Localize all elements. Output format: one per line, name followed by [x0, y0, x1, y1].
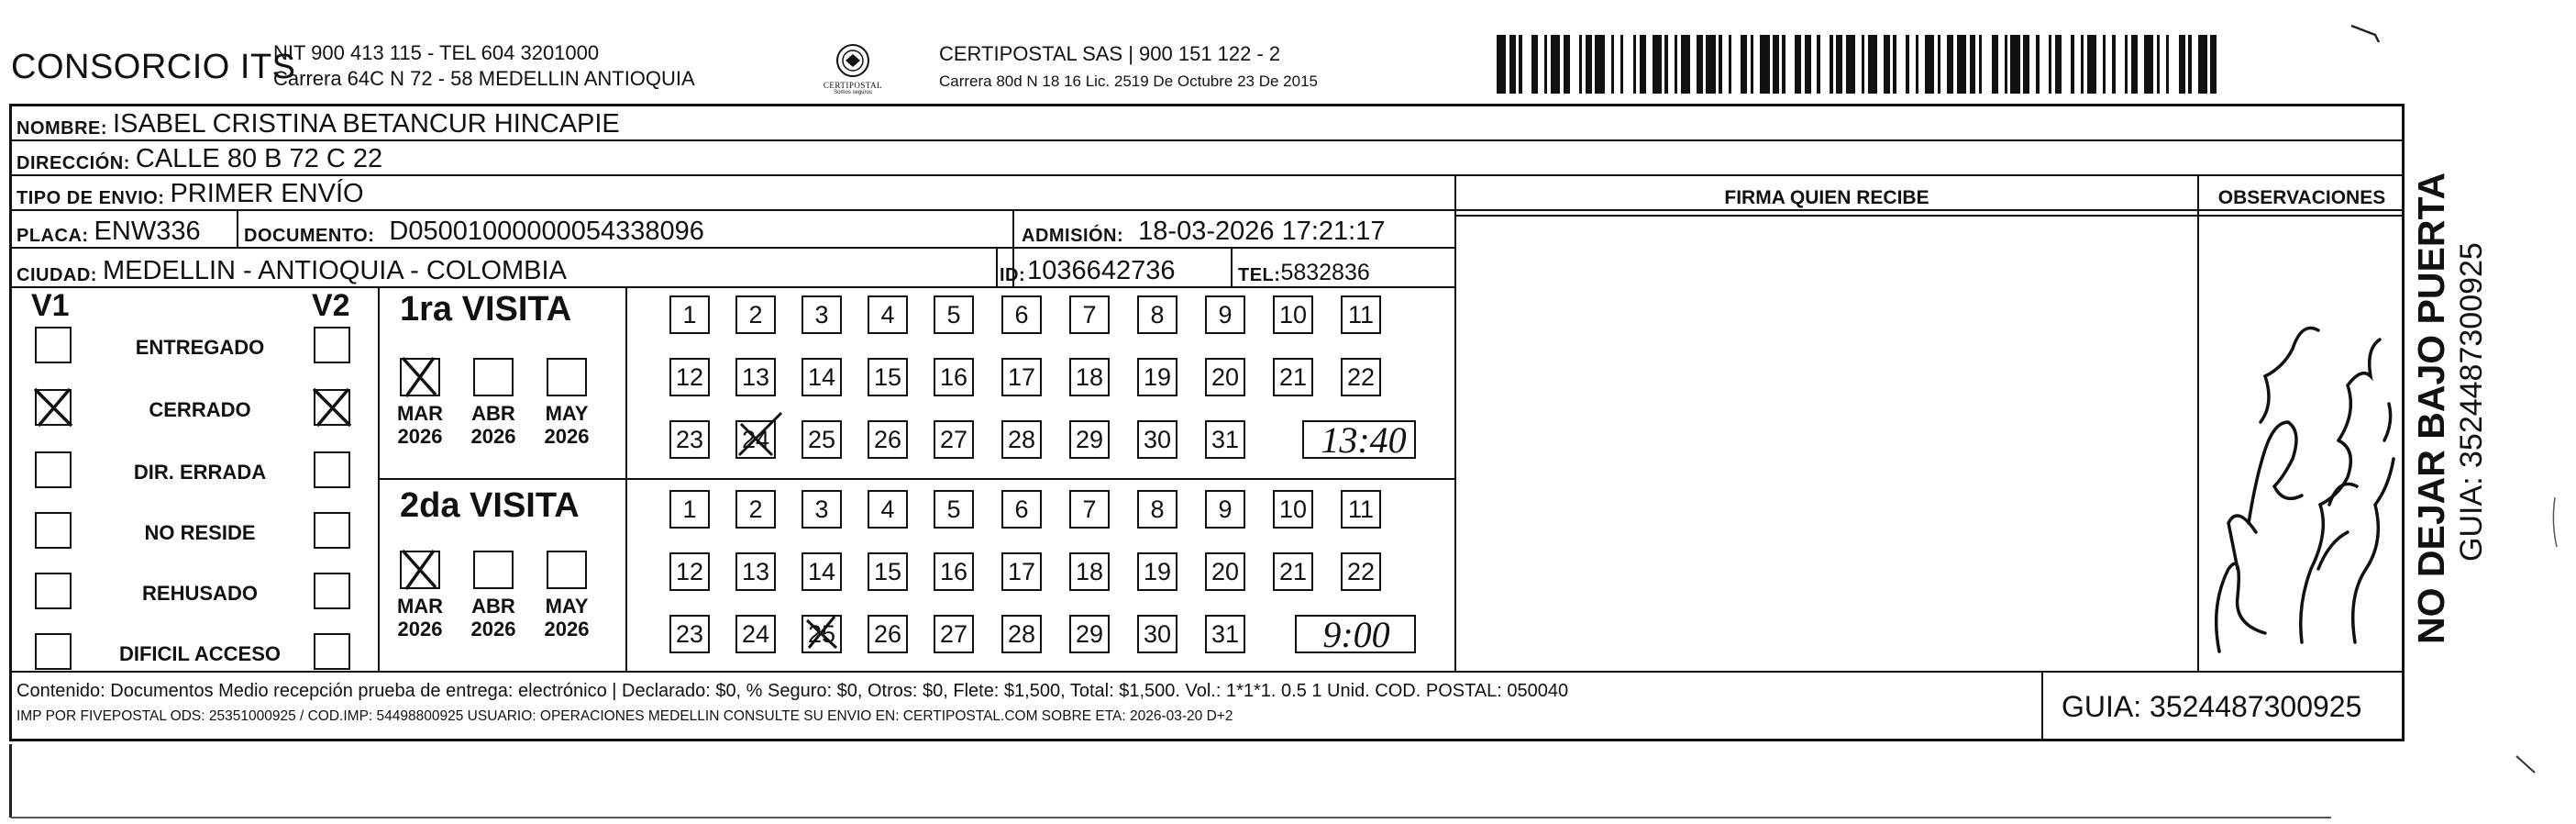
barcode-bar [2087, 35, 2096, 94]
v2-checkbox-5[interactable] [314, 633, 350, 670]
tipo-label: TIPO DE ENVIO: [17, 188, 165, 208]
day-box-1-23[interactable]: 23 [669, 420, 710, 459]
direccion-value: CALLE 80 B 72 C 22 [135, 144, 383, 173]
v2-checkbox-2[interactable] [314, 451, 350, 488]
admision-value: 18-03-2026 17:21:17 [1138, 217, 1386, 246]
barcode-bar [1896, 35, 1906, 94]
status-label: DIR. ERRADA [133, 461, 267, 484]
day-cross-mark-icon [730, 407, 785, 462]
logo-icon [833, 40, 873, 81]
month-box-1-abr[interactable] [473, 358, 514, 396]
day-box-1-6[interactable]: 6 [1001, 295, 1042, 334]
barcode-bar [1497, 35, 1506, 94]
first-visit-title: 1ra VISITA [400, 290, 572, 328]
tel-value: 5832836 [1280, 260, 1370, 285]
logo-text: CERTIPOSTAL [823, 81, 883, 90]
barcode [1497, 35, 2225, 94]
month-name: MAY [545, 595, 589, 618]
footer-contenido: Contenido: Documentos Medio recepción prueba de entrega: electrónico | Declarado: $0, % Seguro: $0, Otros: $0, Flete: $1,500, Total: $1,500. Vol.: 1*1*1. 0.5 1 Unid. COD. POSTAL: 050040 [17, 681, 1569, 701]
barcode-bar [1690, 35, 1697, 94]
month-name: MAY [545, 402, 589, 425]
barcode-bar [2131, 35, 2138, 94]
barcode-bar [1773, 35, 1779, 94]
barcode-bar [1982, 35, 1991, 94]
second-visit-title: 2da VISITA [400, 486, 580, 525]
ciudad-value: MEDELLIN - ANTIOQUIA - COLOMBIA [102, 256, 567, 285]
day-box-1-26[interactable]: 26 [868, 420, 908, 459]
admision-row [1022, 210, 1385, 247]
edge-line [9, 744, 12, 818]
observaciones-header: OBSERVACIONES [2217, 187, 2386, 208]
barcode-bar [1522, 35, 1531, 94]
day-box-2-4[interactable]: 4 [868, 490, 908, 529]
barcode-bar [2144, 35, 2153, 94]
day-box-1-20[interactable]: 20 [1205, 358, 1245, 396]
company-address: Carrera 64C N 72 - 58 MEDELLIN ANTIOQUIA [273, 67, 695, 90]
admision-label: ADMISIÓN: [1022, 226, 1124, 246]
month-label [466, 595, 521, 640]
day-box-2-11[interactable]: 11 [1341, 490, 1381, 529]
firma-header: FIRMA QUIEN RECIBE [1724, 187, 1929, 208]
barcode-bar [2210, 35, 2217, 94]
company-info [273, 40, 695, 92]
stray-mark [2348, 20, 2384, 48]
stray-mark-side [2549, 496, 2568, 551]
day-box-1-17[interactable]: 17 [1001, 358, 1042, 396]
barcode-bar [1925, 35, 1934, 94]
tel-row [1238, 248, 1370, 286]
barcode-bar [1706, 35, 1715, 94]
barcode-bar [1877, 35, 1884, 94]
day-box-2-19[interactable]: 19 [1137, 552, 1177, 591]
day-box-2-8[interactable]: 8 [1137, 490, 1177, 529]
barcode-bar [1855, 35, 1862, 94]
month-label [392, 595, 448, 640]
barcode-bar [1940, 35, 1947, 94]
handwritten-time-1: 13:40 [1321, 419, 1407, 461]
barcode-bar [1551, 35, 1560, 94]
v2-checkbox-4[interactable] [314, 573, 350, 609]
month-label [539, 595, 594, 640]
barcode-bar [1681, 35, 1690, 94]
barcode-bar [2062, 35, 2071, 94]
day-box-2-28[interactable]: 28 [1001, 615, 1042, 653]
day-box-2-25[interactable]: 25 [802, 615, 842, 653]
v1-checkbox-5[interactable] [35, 633, 72, 670]
direccion-label: DIRECCIÓN: [17, 153, 130, 173]
month-box-2-may[interactable] [547, 551, 587, 589]
barcode-bar [1795, 35, 1801, 94]
month-year: 2026 [470, 618, 516, 640]
company-nit: NIT 900 413 115 - TEL 604 3201000 [273, 41, 600, 64]
barcode-bar [1884, 35, 1890, 94]
nombre-row [17, 105, 620, 139]
day-box-2-26[interactable]: 26 [868, 615, 908, 653]
barcode-bar [2055, 35, 2062, 94]
barcode-bar [1640, 35, 1646, 94]
day-box-2-12[interactable]: 12 [669, 552, 710, 591]
month-name: MAR [396, 595, 444, 618]
nombre-label: NOMBRE: [17, 118, 108, 139]
barcode-bar [2217, 35, 2223, 94]
barcode-bar [1786, 35, 1795, 94]
barcode-bar [1722, 35, 1729, 94]
barcode-bar [1731, 35, 1741, 94]
barcode-bar [2074, 35, 2081, 94]
barcode-bar [2169, 35, 2178, 94]
barcode-bar [2023, 35, 2029, 94]
check-mark-icon [29, 384, 77, 431]
status-label: ENTREGADO [135, 336, 265, 359]
month-year: 2026 [470, 425, 516, 448]
footer-imp: IMP POR FIVEPOSTAL ODS: 25351000925 / COD.IMP: 54498800925 USUARIO: OPERACIONES MEDELLIN CONSULTE SU ENVIO EN: CERTIPOSTAL.COM SOBRE ETA: 2026-03-20 D+2 [17, 708, 1233, 724]
barcode-bar [1753, 35, 1760, 94]
stray-mark-bottom [2513, 752, 2540, 780]
barcode-bar [1811, 35, 1818, 94]
day-box-2-5[interactable]: 5 [934, 490, 974, 529]
certipostal-info [939, 40, 1318, 95]
day-box-2-2[interactable]: 2 [735, 490, 776, 529]
day-box-1-19[interactable]: 19 [1137, 358, 1177, 396]
barcode-bar [2179, 35, 2185, 94]
v1-checkbox-0[interactable] [35, 327, 72, 363]
month-year: 2026 [397, 425, 443, 448]
v2-header: V2 [312, 288, 350, 323]
status-label: REHUSADO [142, 582, 258, 605]
day-box-1-14[interactable]: 14 [802, 358, 842, 396]
day-box-1-10[interactable]: 10 [1273, 295, 1313, 334]
tipo-value: PRIMER ENVÍO [170, 179, 364, 208]
guia-number: GUIA: 3524487300925 [2062, 690, 2362, 723]
barcode-bar [1595, 35, 1604, 94]
day-box-1-1[interactable]: 1 [669, 295, 710, 334]
handwritten-signature [2201, 294, 2403, 665]
day-box-1-27[interactable]: 27 [934, 420, 974, 459]
bottom-edge [11, 817, 2331, 818]
barcode-bar [2116, 35, 2125, 94]
v1-checkbox-3[interactable] [35, 512, 72, 549]
day-box-2-13[interactable]: 13 [735, 552, 776, 591]
barcode-bar [1970, 35, 1976, 94]
day-box-2-21[interactable]: 21 [1273, 552, 1313, 591]
day-box-1-11[interactable]: 11 [1341, 295, 1381, 334]
check-mark-icon [308, 384, 356, 431]
month-year: 2026 [544, 618, 590, 640]
direccion-row [17, 140, 382, 174]
barcode-bar [1531, 35, 1538, 94]
day-box-1-9[interactable]: 9 [1205, 295, 1245, 334]
month-name: MAR [396, 402, 444, 425]
day-box-2-31[interactable]: 31 [1205, 615, 1245, 653]
barcode-bar [1509, 35, 1516, 94]
documento-row [244, 210, 704, 247]
v2-checkbox-0[interactable] [314, 327, 350, 363]
barcode-bar [2096, 35, 2103, 94]
day-box-2-17[interactable]: 17 [1001, 552, 1042, 591]
ciudad-label: CIUDAD: [17, 265, 97, 285]
certi-address: Carrera 80d N 18 16 Lic. 2519 De Octubre 23 De 2015 [939, 72, 1318, 90]
placa-row [17, 210, 201, 247]
day-box-1-24[interactable]: 24 [735, 420, 776, 459]
day-box-1-8[interactable]: 8 [1137, 295, 1177, 334]
status-label: DIFICIL ACCESO [118, 642, 281, 665]
month-year: 2026 [397, 618, 443, 640]
day-box-2-22[interactable]: 22 [1341, 552, 1381, 591]
day-box-1-2[interactable]: 2 [735, 295, 776, 334]
day-box-1-25[interactable]: 25 [802, 420, 842, 459]
day-box-1-15[interactable]: 15 [868, 358, 908, 396]
barcode-bar [1623, 35, 1632, 94]
month-box-1-may[interactable] [547, 358, 587, 396]
barcode-bar [1820, 35, 1830, 94]
status-label: NO RESIDE [144, 521, 256, 544]
barcode-bar [2192, 35, 2198, 94]
v2-checkbox-3[interactable] [314, 512, 350, 549]
certi-nit: CERTIPOSTAL SAS | 900 151 122 - 2 [939, 42, 1281, 65]
day-box-2-18[interactable]: 18 [1069, 552, 1110, 591]
day-box-1-30[interactable]: 30 [1137, 420, 1177, 459]
logo-sub: Somos seguros [834, 90, 872, 95]
day-box-2-6[interactable]: 6 [1001, 490, 1042, 529]
month-label [392, 402, 448, 448]
day-box-1-18[interactable]: 18 [1069, 358, 1110, 396]
barcode-bar [2010, 35, 2019, 94]
day-box-1-31[interactable]: 31 [1205, 420, 1245, 459]
ciudad-row [17, 248, 567, 286]
placa-label: PLACA: [17, 226, 89, 246]
month-label [539, 402, 594, 448]
id-value: 1036642736 [1027, 256, 1176, 285]
v1-checkbox-4[interactable] [35, 573, 72, 609]
day-box-2-27[interactable]: 27 [934, 615, 974, 653]
barcode-bar [1992, 35, 1998, 94]
tel-label: TEL: [1238, 265, 1281, 285]
barcode-bar [1586, 35, 1592, 94]
side-guia: GUIA: 3524487300925 [2454, 242, 2489, 562]
barcode-bar [1697, 35, 1703, 94]
v1-header: V1 [31, 288, 70, 323]
tipo-row [17, 175, 364, 209]
barcode-bar [2138, 35, 2144, 94]
day-cross-mark-icon [796, 602, 851, 657]
id-label: ID: [1000, 265, 1026, 285]
handwritten-time-2: 9:00 [1322, 614, 1390, 655]
barcode-bar [1653, 35, 1662, 94]
month-name: ABR [471, 402, 515, 425]
barcode-bar [2198, 35, 2207, 94]
day-box-2-3[interactable]: 3 [802, 490, 842, 529]
day-box-1-22[interactable]: 22 [1341, 358, 1381, 396]
status-label: CERRADO [149, 398, 251, 421]
documento-label: DOCUMENTO: [244, 226, 375, 246]
month-name: ABR [471, 595, 515, 618]
check-mark-icon [395, 545, 445, 593]
day-box-2-15[interactable]: 15 [868, 552, 908, 591]
day-box-1-12[interactable]: 12 [669, 358, 710, 396]
day-box-1-28[interactable]: 28 [1001, 420, 1042, 459]
day-box-2-1[interactable]: 1 [669, 490, 710, 529]
barcode-bar [1564, 35, 1570, 94]
certipostal-logo [814, 40, 891, 95]
barcode-bar [1998, 35, 2005, 94]
side-warning: NO DEJAR BAJO PUERTA [2410, 172, 2452, 644]
day-box-2-7[interactable]: 7 [1069, 490, 1110, 529]
day-box-2-29[interactable]: 29 [1069, 615, 1110, 653]
day-box-1-4[interactable]: 4 [868, 295, 908, 334]
barcode-bar [1868, 35, 1877, 94]
check-mark-icon [395, 352, 445, 400]
day-box-2-10[interactable]: 10 [1273, 490, 1313, 529]
day-box-1-16[interactable]: 16 [934, 358, 974, 396]
barcode-bar [2160, 35, 2166, 94]
month-year: 2026 [544, 425, 590, 448]
barcode-bar [1668, 35, 1675, 94]
day-box-1-5[interactable]: 5 [934, 295, 974, 334]
day-box-2-14[interactable]: 14 [802, 552, 842, 591]
barcode-bar [2029, 35, 2036, 94]
id-row [1000, 248, 1175, 286]
barcode-bar [1836, 35, 1842, 94]
barcode-bar [1909, 35, 1916, 94]
day-box-2-9[interactable]: 9 [1205, 490, 1245, 529]
day-box-2-30[interactable]: 30 [1137, 615, 1177, 653]
day-box-2-20[interactable]: 20 [1205, 552, 1245, 591]
barcode-bar [1646, 35, 1653, 94]
day-box-1-21[interactable]: 21 [1273, 358, 1313, 396]
barcode-bar [1538, 35, 1544, 94]
placa-value: ENW336 [94, 217, 201, 246]
barcode-bar [1947, 35, 1953, 94]
barcode-bar [1605, 35, 1611, 94]
month-label [466, 402, 521, 448]
barcode-bar [2106, 35, 2112, 94]
day-box-1-29[interactable]: 29 [1069, 420, 1110, 459]
barcode-bar [1846, 35, 1855, 94]
barcode-bar [1918, 35, 1925, 94]
day-box-1-13[interactable]: 13 [735, 358, 776, 396]
day-box-2-16[interactable]: 16 [934, 552, 974, 591]
v1-checkbox-2[interactable] [35, 451, 72, 488]
day-box-2-24[interactable]: 24 [735, 615, 776, 653]
month-box-2-abr[interactable] [473, 551, 514, 589]
day-box-2-23[interactable]: 23 [669, 615, 710, 653]
barcode-bar [1760, 35, 1769, 94]
barcode-bar [1741, 35, 1747, 94]
barcode-bar [1570, 35, 1579, 94]
barcode-bar [1957, 35, 1966, 94]
nombre-value: ISABEL CRISTINA BETANCUR HINCAPIE [113, 109, 620, 139]
day-box-1-3[interactable]: 3 [802, 295, 842, 334]
day-box-1-7[interactable]: 7 [1069, 295, 1110, 334]
barcode-bar [2040, 35, 2049, 94]
company-name: CONSORCIO ITS [11, 48, 296, 86]
barcode-bar [1614, 35, 1620, 94]
barcode-bar [1805, 35, 1811, 94]
documento-value: D05001000000054338096 [389, 217, 704, 246]
